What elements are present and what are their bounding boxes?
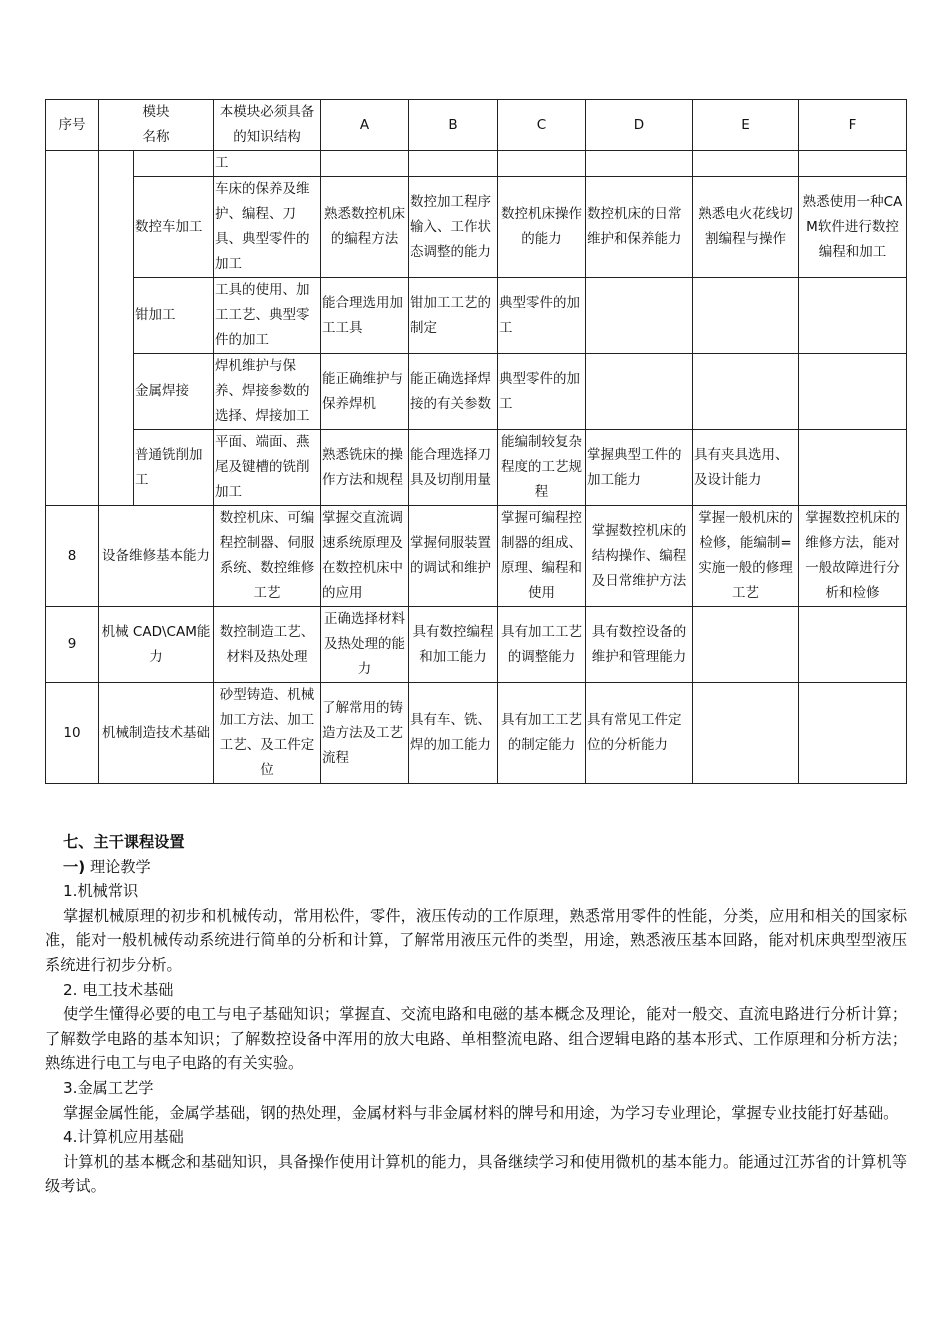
knowledge-cell: 车床的保养及维护、编程、刀具、典型零件的加工 <box>214 177 321 278</box>
header-module-name <box>99 100 214 151</box>
course-title: 2. 电工技术基础 <box>63 980 174 999</box>
subsection-prefix: 一) <box>63 857 86 876</box>
c-cell: 掌握可编程控制器的组成、原理、编程和使用 <box>498 506 586 607</box>
module-name-cell: 机械制造技术基础 <box>99 683 214 784</box>
table-row <box>46 278 907 354</box>
empty-cell <box>409 151 498 177</box>
subsection-title <box>45 855 907 880</box>
cont-knowledge-cell: 工 <box>214 151 321 177</box>
c-cell: 数控机床操作的能力 <box>498 177 586 278</box>
table-header-row <box>46 100 907 151</box>
empty-cell <box>498 151 586 177</box>
header-e: E <box>693 100 799 151</box>
a-cell: 了解常用的铸造方法及工艺流程 <box>321 683 409 784</box>
knowledge-cell: 工具的使用、加工工艺、典型零件的加工 <box>214 278 321 354</box>
a-cell: 能正确维护与保养焊机 <box>321 354 409 430</box>
cont-index-cell <box>46 151 99 506</box>
module-name-cell: 钳加工 <box>134 278 214 354</box>
course-title: 3.金属工艺学 <box>63 1078 154 1097</box>
table-row <box>46 177 907 278</box>
module-name-cell: 金属焊接 <box>134 354 214 430</box>
d-cell: 掌握数控机床的结构操作、编程及日常维护方法 <box>586 506 693 607</box>
header-module-name-text: 模块 名称 <box>142 104 170 145</box>
a-cell: 掌握交直流调速系统原理及在数控机床中的应用 <box>321 506 409 607</box>
d-cell: 掌握典型工件的加工能力 <box>586 430 693 506</box>
e-cell: 掌握一般机床的检修，能编制=实施一般的修理工艺 <box>693 506 799 607</box>
c-cell: 具有加工工艺的调整能力 <box>498 607 586 683</box>
knowledge-cell: 焊机维护与保养、焊接参数的选择、焊接加工 <box>214 354 321 430</box>
c-cell: 能编制较复杂程度的工艺规程 <box>498 430 586 506</box>
b-cell: 能合理选择刀具及切削用量 <box>409 430 498 506</box>
b-cell: 钳加工工艺的制定 <box>409 278 498 354</box>
e-cell <box>693 683 799 784</box>
header-c: C <box>498 100 586 151</box>
header-d: D <box>586 100 693 151</box>
module-name-cell: 普通铣削加工 <box>134 430 214 506</box>
b-cell: 能正确选择焊接的有关参数 <box>409 354 498 430</box>
cont-name-cell <box>134 151 214 177</box>
index-cell: 8 <box>46 506 99 607</box>
empty-cell <box>693 151 799 177</box>
table-row <box>46 430 907 506</box>
b-cell: 掌握伺服装置的调试和维护 <box>409 506 498 607</box>
knowledge-cell: 数控制造工艺、材料及热处理 <box>214 607 321 683</box>
course-body: 计算机的基本概念和基础知识，具备操作使用计算机的能力，具备继续学习和使用微机的基本能力。能通过江苏省的计算机等级考试。 <box>45 1152 907 1196</box>
d-cell: 具有数控设备的维护和管理能力 <box>586 607 693 683</box>
course-section <box>45 830 907 1199</box>
c-cell: 具有加工工艺的制定能力 <box>498 683 586 784</box>
d-cell <box>586 354 693 430</box>
header-knowledge: 本模块必须具备的知识结构 <box>214 100 321 151</box>
b-cell: 具有车、铣、焊的加工能力 <box>409 683 498 784</box>
course-module-table <box>45 99 907 784</box>
b-cell: 具有数控编程和加工能力 <box>409 607 498 683</box>
course-body: 使学生懂得必要的电工与电子基础知识；掌握直、交流电路和电磁的基本概念及理论，能对一般交、直流电路进行分析计算；了解数学电路的基本知识；了解数控设备中浑用的放大电路、单相整流电路、组合逻辑电路的基本形式、工作原理和分析方法；熟练进行电工与电子电路的有关实验。 <box>45 1005 907 1073</box>
header-f: F <box>799 100 907 151</box>
module-name-cell: 数控车加工 <box>134 177 214 278</box>
f-cell: 掌握数控机床的维修方法，能对一般故障进行分析和检修 <box>799 506 907 607</box>
index-cell: 10 <box>46 683 99 784</box>
course-title: 1.机械常识 <box>63 882 139 901</box>
knowledge-cell: 数控机床、可编程控制器、伺服系统、数控维修工艺 <box>214 506 321 607</box>
b-cell: 数控加工程序输入、工作状态调整的能力 <box>409 177 498 278</box>
table-row <box>46 506 907 607</box>
f-cell <box>799 683 907 784</box>
d-cell: 具有常见工件定位的分析能力 <box>586 683 693 784</box>
module-name-cell: 机械 CAD\CAM能力 <box>99 607 214 683</box>
e-cell <box>693 354 799 430</box>
c-cell: 典型零件的加工 <box>498 278 586 354</box>
table-row <box>46 354 907 430</box>
course-title: 4.计算机应用基础 <box>63 1128 184 1147</box>
cont-group-cell <box>99 151 134 506</box>
a-cell: 熟悉数控机床的编程方法 <box>321 177 409 278</box>
empty-cell <box>586 151 693 177</box>
c-cell: 典型零件的加工 <box>498 354 586 430</box>
table-row <box>46 683 907 784</box>
section-title: 七、主干课程设置 <box>63 833 185 851</box>
a-cell: 熟悉铣床的操作方法和规程 <box>321 430 409 506</box>
table-row <box>46 607 907 683</box>
header-b: B <box>409 100 498 151</box>
header-a: A <box>321 100 409 151</box>
module-name-cell: 设备维修基本能力 <box>99 506 214 607</box>
d-cell <box>586 278 693 354</box>
empty-cell <box>321 151 409 177</box>
e-cell: 熟悉电火花线切割编程与操作 <box>693 177 799 278</box>
a-cell: 正确选择材料及热处理的能力 <box>321 607 409 683</box>
subsection-title-text: 理论教学 <box>85 857 151 876</box>
knowledge-cell: 平面、端面、燕尾及键槽的铣削加工 <box>214 430 321 506</box>
f-cell <box>799 607 907 683</box>
table-row <box>46 151 907 177</box>
course-body: 掌握金属性能，金属学基础，钢的热处理，金属材料与非金属材料的牌号和用途，为学习专业理论，掌握专业技能打好基础。 <box>63 1103 899 1122</box>
f-cell: 熟悉使用一种CAM软件进行数控编程和加工 <box>799 177 907 278</box>
course-body: 掌握机械原理的初步和机械传动，常用松件，零件，液压传动的工作原理，熟悉常用零件的性能，分类，应用和相关的国家标准，能对一般机械传动系统进行简单的分析和计算，了解常用液压元件的类型，用途，熟悉液压基本回路，能对机床典型型液压系统进行初步分析。 <box>45 906 907 974</box>
empty-cell <box>799 151 907 177</box>
d-cell: 数控机床的日常维护和保养能力 <box>586 177 693 278</box>
a-cell: 能合理选用加工工具 <box>321 278 409 354</box>
e-cell <box>693 607 799 683</box>
f-cell <box>799 278 907 354</box>
e-cell <box>693 278 799 354</box>
header-index: 序号 <box>46 100 99 151</box>
e-cell: 具有夹具选用、及设计能力 <box>693 430 799 506</box>
knowledge-cell: 砂型铸造、机械加工方法、加工工艺、及工件定位 <box>214 683 321 784</box>
f-cell <box>799 430 907 506</box>
index-cell: 9 <box>46 607 99 683</box>
f-cell <box>799 354 907 430</box>
